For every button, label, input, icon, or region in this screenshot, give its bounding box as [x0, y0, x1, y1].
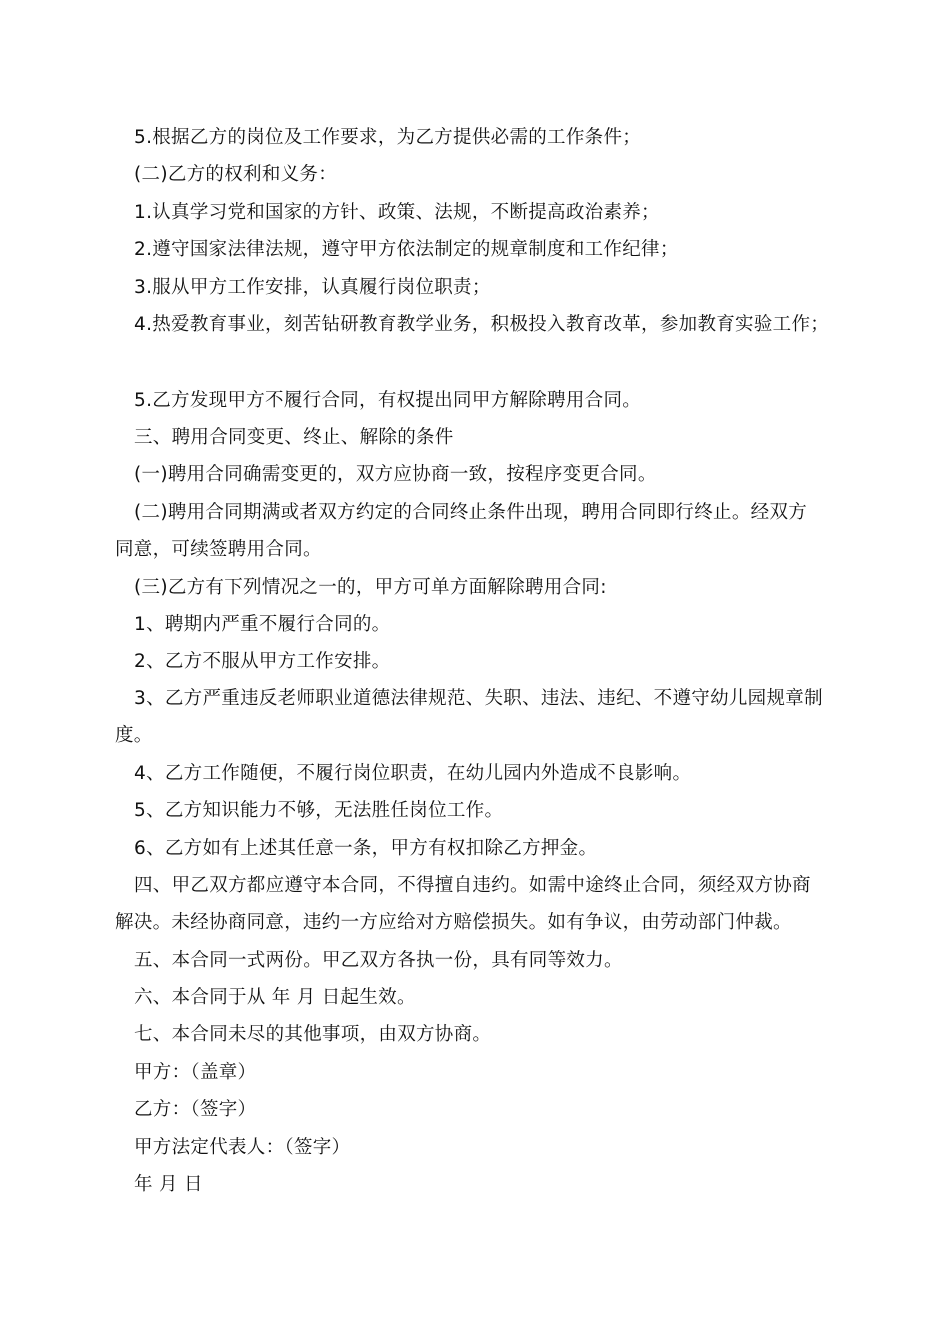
- legal-representative-signature: 甲方法定代表人：（签字）: [134, 1137, 351, 1158]
- clause-b2: 2.遵守国家法律法规，遵守甲方依法制定的规章制度和工作纪律；: [134, 239, 679, 260]
- clause-b1: 1.认真学习党和国家的方针、政策、法规，不断提高政治素养；: [134, 202, 660, 223]
- section-3-heading: 三、聘用合同变更、终止、解除的条件: [134, 427, 454, 448]
- termination-item-2: 2、乙方不服从甲方工作安排。: [134, 651, 391, 672]
- termination-item-3-line1: 3、乙方严重违反老师职业道德法律规范、失职、违法、违纪、不遵守幼儿园规章制: [134, 688, 823, 709]
- signature-date: 年 月 日: [134, 1174, 203, 1195]
- clause-3-2-line1: (二)聘用合同期满或者双方约定的合同终止条件出现，聘用合同即行终止。经双方: [134, 502, 808, 523]
- section-5: 五、本合同一式两份。甲乙双方各执一份，具有同等效力。: [134, 950, 623, 971]
- section-7: 七、本合同未尽的其他事项，由双方协商。: [134, 1024, 492, 1045]
- clause-b4: 4.热爱教育事业，刻苦钻研教育教学业务，积极投入教育改革，参加教育实验工作；: [134, 314, 830, 335]
- section-4-line2: 解决。未经协商同意，违约一方应给对方赔偿损失。如有争议，由劳动部门仲裁。: [115, 912, 792, 933]
- termination-item-5: 5、乙方知识能力不够，无法胜任岗位工作。: [134, 800, 504, 821]
- clause-3-1: (一)聘用合同确需变更的，双方应协商一致，按程序变更合同。: [134, 464, 657, 485]
- termination-item-4: 4、乙方工作随便，不履行岗位职责，在幼儿园内外造成不良影响。: [134, 763, 692, 784]
- termination-item-1: 1、聘期内严重不履行合同的。: [134, 614, 391, 635]
- clause-3-2-line2: 同意，可续签聘用合同。: [115, 539, 322, 560]
- clause-3-3: (三)乙方有下列情况之一的，甲方可单方面解除聘用合同:: [134, 577, 607, 598]
- party-b-signature: 乙方：（签字）: [134, 1099, 257, 1120]
- section-4-line1: 四、甲乙双方都应遵守本合同，不得擅自违约。如需中途终止合同，须经双方协商: [134, 875, 811, 896]
- termination-item-6: 6、乙方如有上述其任意一条，甲方有权扣除乙方押金。: [134, 838, 598, 859]
- termination-item-3-line2: 度。: [115, 725, 153, 746]
- clause-a5: 5.根据乙方的岗位及工作要求，为乙方提供必需的工作条件；: [134, 127, 642, 148]
- party-a-seal: 甲方：（盖章）: [134, 1062, 257, 1083]
- section-6: 六、本合同于从 年 月 日起生效。: [134, 987, 416, 1008]
- section-b-heading: (二)乙方的权利和义务：: [134, 164, 338, 185]
- clause-b3: 3.服从甲方工作安排，认真履行岗位职责；: [134, 277, 491, 298]
- clause-b5: 5.乙方发现甲方不履行合同，有权提出同甲方解除聘用合同。: [134, 390, 642, 411]
